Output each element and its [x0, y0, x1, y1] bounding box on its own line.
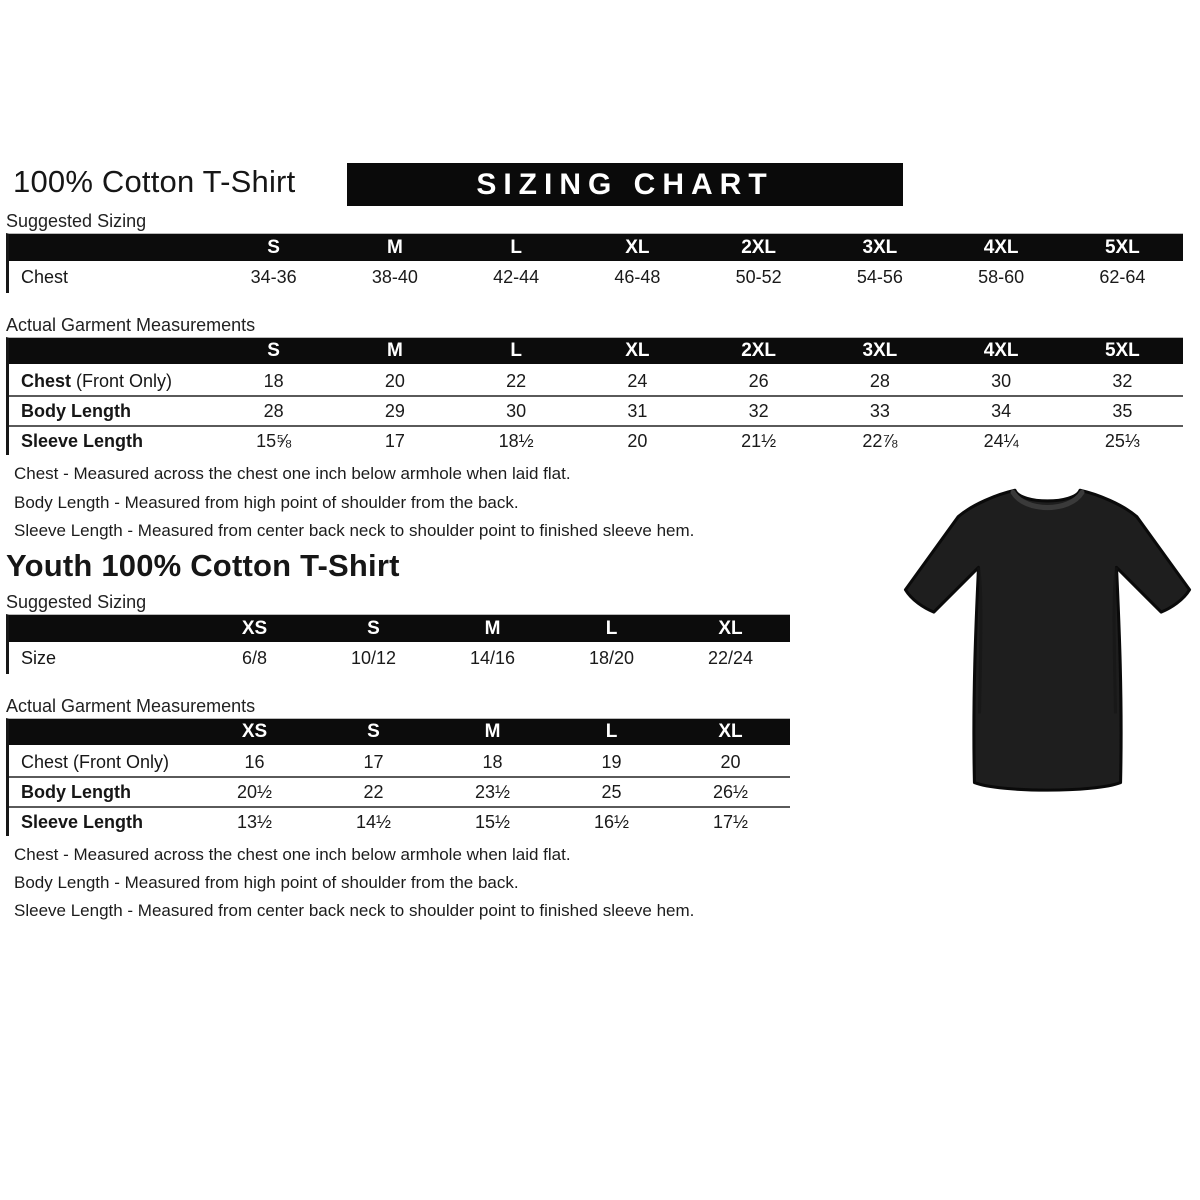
size-col-header: 4XL — [983, 340, 1019, 361]
table-row — [9, 642, 790, 674]
size-col-header: 3XL — [862, 340, 898, 361]
table-row-sleeve-length — [9, 806, 790, 836]
size-range: 6/8 — [241, 647, 268, 668]
chest-range: 38-40 — [371, 266, 418, 287]
measurement-value: 28 — [263, 400, 284, 421]
measurement-value: 34 — [991, 400, 1012, 421]
size-col-header: 5XL — [1104, 236, 1140, 258]
adult-suggested-sizing-table — [6, 233, 1183, 293]
measurement-value: 35 — [1112, 400, 1133, 421]
row-label: Sleeve Length — [21, 430, 144, 451]
measurement-value: 30 — [991, 370, 1012, 391]
table-row-body-length — [9, 395, 1183, 425]
adult-body-length-note: Body Length - Measured from high point of shoulder from the back. — [14, 493, 519, 512]
measurement-value: 28 — [869, 370, 890, 391]
size-col-header: XL — [625, 340, 650, 361]
measurement-value: 22 — [363, 781, 384, 802]
measurement-value: 17 — [363, 751, 384, 772]
chest-range: 34-36 — [250, 266, 297, 287]
measurement-value: 20½ — [236, 781, 273, 802]
table-header-row — [9, 338, 1183, 364]
size-col-header: L — [605, 721, 618, 742]
adult-suggested-sizing-label: Suggested Sizing — [6, 211, 147, 231]
measurement-value: 33 — [869, 400, 890, 421]
size-col-header: XL — [718, 721, 743, 742]
size-col-header: S — [367, 721, 380, 742]
size-col-header: M — [386, 236, 403, 258]
size-col-header: M — [484, 617, 501, 639]
youth-sleeve-length-note: Sleeve Length - Measured from center back neck to shoulder point to finished sleeve hem. — [14, 901, 695, 920]
size-col-header: XL — [718, 617, 743, 639]
size-col-header: L — [605, 617, 618, 639]
youth-actual-measurements-label: Actual Garment Measurements — [6, 696, 256, 716]
youth-body-length-note: Body Length - Measured from high point of shoulder from the back. — [14, 873, 519, 892]
row-label: Size — [21, 647, 57, 668]
size-col-header: XS — [241, 617, 268, 639]
table-header-row — [9, 719, 790, 745]
measurement-value: 22⅞ — [862, 430, 898, 451]
table-row — [9, 261, 1183, 293]
adult-title: 100% Cotton T-Shirt — [13, 164, 296, 199]
size-range: 18/20 — [588, 647, 635, 668]
row-label: Chest (Front Only) — [21, 370, 173, 391]
table-row-sleeve-length — [9, 425, 1183, 455]
size-col-header: XL — [625, 236, 650, 258]
measurement-value: 24 — [627, 370, 648, 391]
adult-actual-measurements-table — [6, 337, 1183, 455]
size-col-header: L — [510, 340, 522, 361]
measurement-value: 31 — [627, 400, 648, 421]
measurement-value: 32 — [1112, 370, 1133, 391]
row-label: Chest (Front Only) — [21, 751, 170, 772]
size-col-header: 4XL — [983, 236, 1019, 258]
size-col-header: 3XL — [862, 236, 898, 258]
size-col-header: 5XL — [1104, 340, 1140, 361]
size-col-header: 2XL — [741, 236, 777, 258]
table-row-chest — [9, 748, 790, 776]
table-row-body-length — [9, 776, 790, 806]
table-header-row — [9, 615, 790, 642]
measurement-value: 16 — [244, 751, 265, 772]
adult-chest-note: Chest - Measured across the chest one inch below armhole when laid flat. — [14, 464, 571, 483]
table-row-chest — [9, 367, 1183, 395]
youth-actual-measurements-table — [6, 718, 790, 836]
sizing-chart-banner: SIZING CHART — [347, 163, 903, 206]
chest-range: 54-56 — [856, 266, 903, 287]
table-header-row — [9, 234, 1183, 261]
measurement-value: 25⅓ — [1104, 430, 1140, 451]
size-col-header: M — [484, 721, 501, 742]
measurement-value: 15½ — [474, 811, 511, 832]
youth-suggested-sizing-table — [6, 614, 790, 674]
youth-suggested-sizing-label: Suggested Sizing — [6, 592, 147, 612]
chest-range: 62-64 — [1099, 266, 1146, 287]
measurement-value: 17 — [384, 430, 405, 451]
row-label: Sleeve Length — [21, 811, 144, 832]
chest-range: 58-60 — [978, 266, 1025, 287]
adult-sleeve-length-note: Sleeve Length - Measured from center back neck to shoulder point to finished sleeve hem. — [14, 521, 695, 540]
size-range: 22/24 — [707, 647, 754, 668]
size-col-header: S — [267, 340, 280, 361]
measurement-value: 30 — [506, 400, 527, 421]
youth-chest-note: Chest - Measured across the chest one inch below armhole when laid flat. — [14, 845, 571, 864]
measurement-value: 21½ — [741, 430, 777, 451]
measurement-value: 13½ — [236, 811, 273, 832]
size-col-header: 2XL — [741, 340, 777, 361]
measurement-value: 15⅝ — [256, 430, 292, 451]
row-label: Body Length — [21, 400, 131, 421]
size-col-header: L — [510, 236, 522, 258]
measurement-value: 23½ — [474, 781, 511, 802]
chest-range: 46-48 — [614, 266, 661, 287]
chest-range: 50-52 — [735, 266, 782, 287]
measurement-value: 25 — [601, 781, 622, 802]
measurement-value: 19 — [601, 751, 622, 772]
measurement-value: 18½ — [498, 430, 534, 451]
measurement-value: 26½ — [712, 781, 749, 802]
measurement-value: 32 — [748, 400, 769, 421]
measurement-value: 26 — [748, 370, 769, 391]
size-col-header: XS — [241, 721, 268, 742]
measurement-value: 22 — [506, 370, 527, 391]
measurement-value: 16½ — [593, 811, 630, 832]
tshirt-image — [895, 470, 1200, 815]
tshirt-body — [905, 490, 1189, 790]
measurement-value: 17½ — [712, 811, 749, 832]
measurement-value: 20 — [627, 430, 648, 451]
measurement-value: 20 — [384, 370, 405, 391]
size-col-header: M — [386, 340, 403, 361]
measurement-value: 24¼ — [983, 430, 1019, 451]
size-range: 10/12 — [350, 647, 397, 668]
measurement-value: 29 — [384, 400, 405, 421]
youth-title: Youth 100% Cotton T-Shirt — [6, 548, 400, 583]
row-label: Body Length — [21, 781, 131, 802]
measurement-value: 18 — [263, 370, 284, 391]
measurement-value: 18 — [482, 751, 503, 772]
size-range: 14/16 — [469, 647, 516, 668]
size-col-header: S — [367, 617, 380, 639]
black-tshirt-graphic — [895, 470, 1200, 815]
measurement-value: 14½ — [355, 811, 392, 832]
size-col-header: S — [267, 236, 280, 258]
measurement-value: 20 — [720, 751, 741, 772]
row-label: Chest — [21, 266, 69, 287]
chest-range: 42-44 — [493, 266, 540, 287]
adult-actual-measurements-label: Actual Garment Measurements — [6, 315, 256, 335]
